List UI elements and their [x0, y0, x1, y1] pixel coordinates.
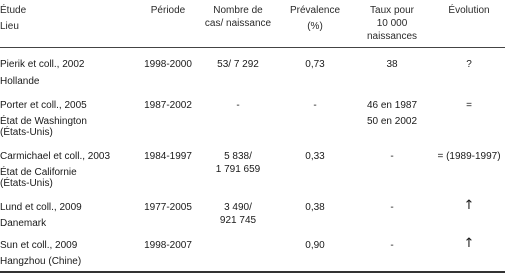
row5-study: Sun et coll., 2009 — [0, 240, 78, 251]
row3-prevalence: 0,33 — [305, 151, 325, 162]
row1-period: 1998-2000 — [144, 59, 192, 70]
row3-place-line2: (États-Unis) — [0, 178, 53, 189]
header-period: Période — [150, 5, 186, 16]
row3-cases-line2: 1 791 659 — [215, 164, 261, 175]
arrow-up-icon: ↑ — [463, 236, 475, 251]
row1-study: Pierik et coll., 2002 — [0, 59, 85, 70]
header-evolution: Évolution — [448, 5, 490, 16]
header-cases-line1: Nombre de — [213, 5, 263, 16]
row3-place-line1: État de Californie — [0, 167, 77, 178]
header-rate-line1: Taux pour — [370, 5, 414, 16]
header-rate-line2: 10 000 — [376, 18, 408, 29]
header-study: Étude — [0, 5, 27, 16]
header-place: Lieu — [0, 21, 19, 32]
row3-period: 1984-1997 — [144, 151, 192, 162]
row1-prevalence: 0,73 — [305, 59, 325, 70]
row2-place-line2: (États-Unis) — [0, 127, 53, 138]
row4-cases-line2: 921 745 — [219, 215, 257, 226]
row5-period: 1998-2007 — [144, 240, 192, 251]
row4-place: Danemark — [0, 218, 47, 229]
row2-period: 1987-2002 — [144, 100, 192, 111]
header-prevalence-line1: Prévalence — [289, 5, 341, 16]
row2-rate-line2: 50 en 2002 — [366, 116, 418, 127]
row5-rate: - — [390, 240, 394, 251]
row1-cases: 53/ 7 292 — [217, 59, 259, 70]
row5-place: Hangzhou (Chine) — [0, 256, 82, 267]
row5-prevalence: 0,90 — [305, 240, 325, 251]
row4-prevalence: 0,38 — [305, 202, 325, 213]
header-divider — [0, 47, 505, 48]
row2-rate-line1: 46 en 1987 — [366, 100, 418, 111]
row3-cases-line1: 5 838/ — [224, 151, 252, 162]
row3-study: Carmichael et coll., 2003 — [0, 151, 111, 162]
row4-period: 1977-2005 — [144, 202, 192, 213]
header-rate-line3: naissances — [366, 31, 418, 42]
header-cases-line2: cas/ naissance — [204, 18, 272, 29]
row1-evolution: ? — [466, 59, 472, 70]
row3-rate: - — [390, 151, 394, 162]
row2-place-line1: État de Washington — [0, 116, 87, 127]
row4-study: Lund et coll., 2009 — [0, 202, 82, 213]
row2-evolution: = — [466, 100, 472, 111]
row4-rate: - — [390, 202, 394, 213]
row3-evolution: = (1989-1997) — [437, 151, 501, 162]
row2-cases: - — [236, 100, 240, 111]
arrow-up-icon: ↑ — [463, 198, 475, 213]
row1-rate: 38 — [386, 59, 398, 70]
header-prevalence-line2: (%) — [307, 21, 323, 32]
row1-place: Hollande — [0, 76, 40, 87]
row4-cases-line1: 3 490/ — [224, 202, 252, 213]
table-bottom-rule — [0, 271, 505, 273]
row2-study: Porter et coll., 2005 — [0, 100, 87, 111]
row2-prevalence: - — [313, 100, 317, 111]
